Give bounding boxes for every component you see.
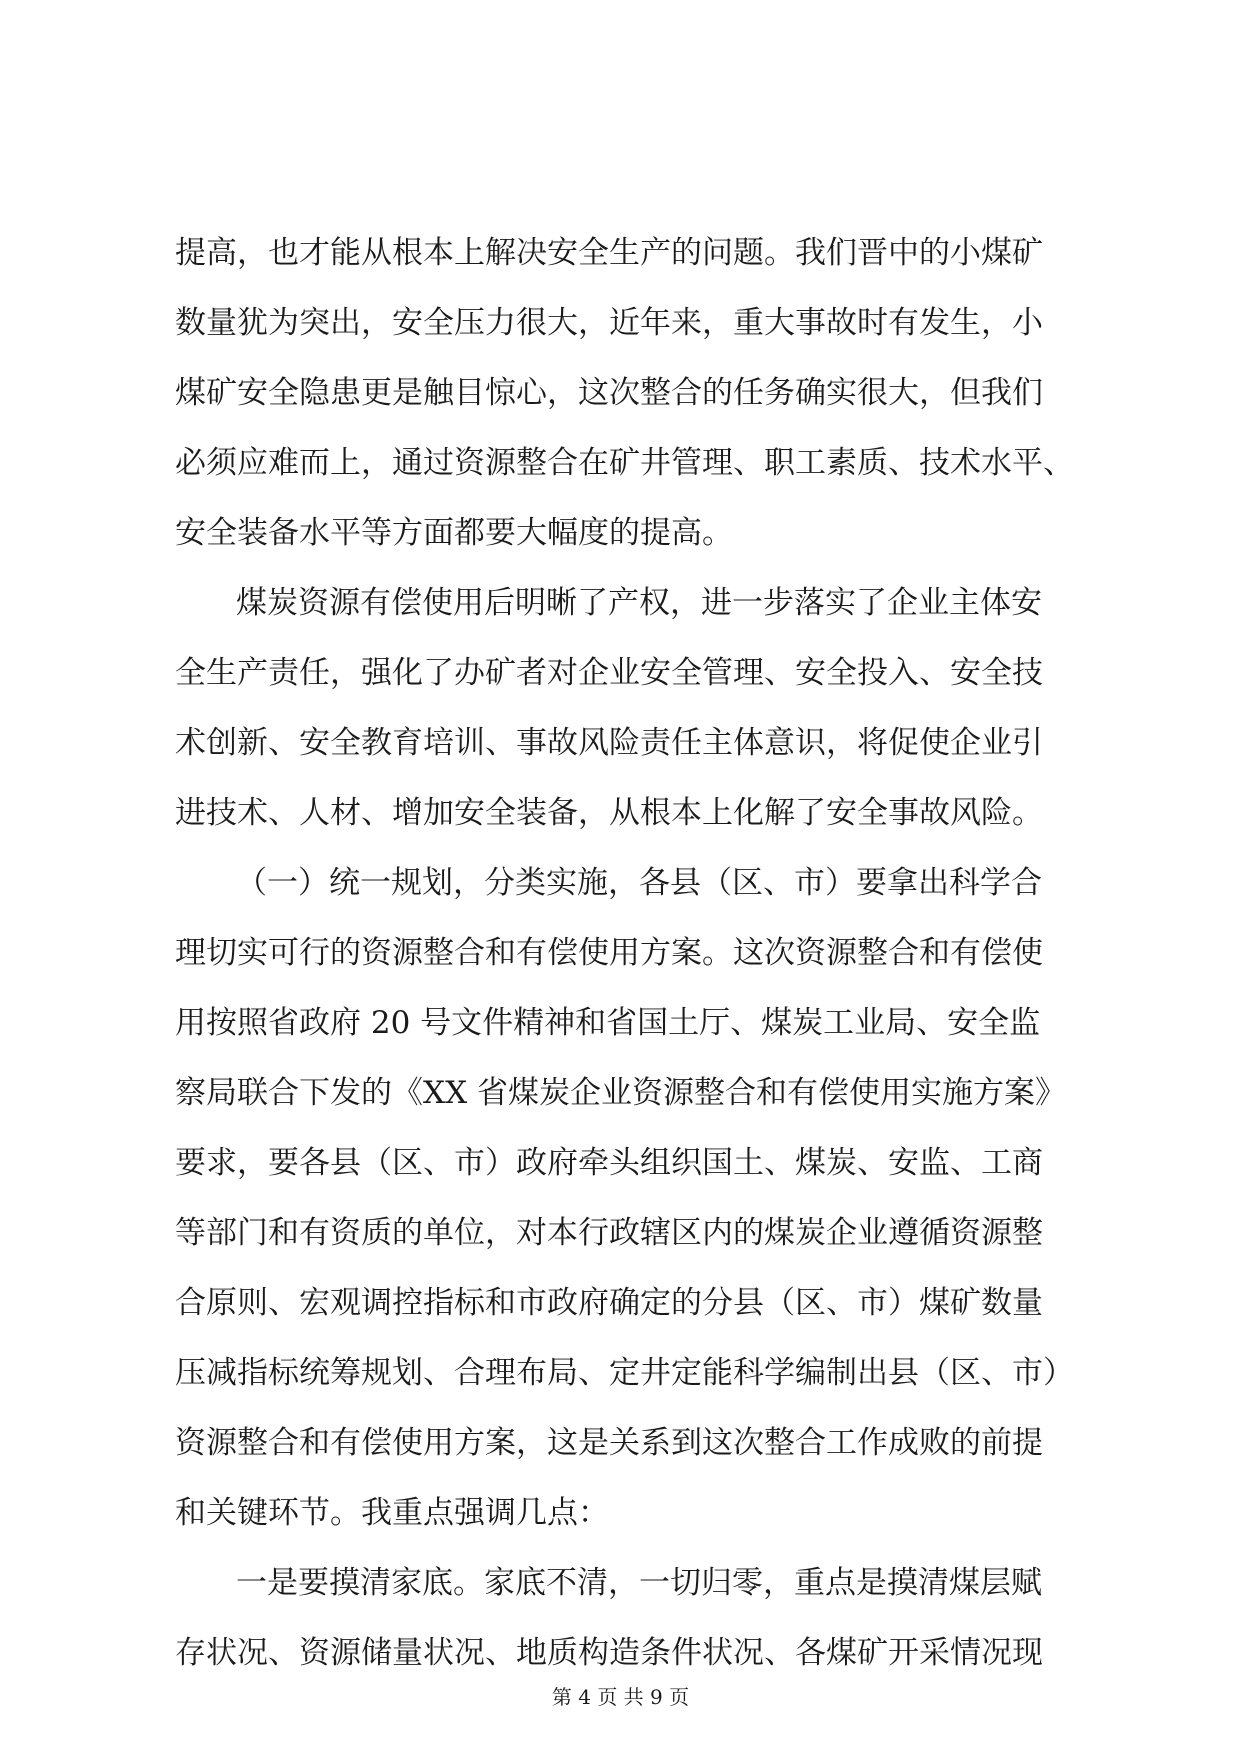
text-line: 进技术、人材、增加安全装备，从根本上化解了安全事故风险。 <box>175 795 1043 831</box>
text-line: 和关键环节。我重点强调几点： <box>175 1495 609 1531</box>
text-line: 用按照省政府 20 号文件精神和省国土厅、煤炭工业局、安全监 <box>175 1005 1041 1041</box>
page-number-footer: 第 4 页 共 9 页 <box>551 1685 690 1709</box>
text-line: 压减指标统筹规划、合理布局、定井定能科学编制出县（区、市） <box>175 1355 1074 1391</box>
text-line: 安全装备水平等方面都要大幅度的提高。 <box>175 515 733 551</box>
text-line: 提高，也才能从根本上解决安全生产的问题。我们晋中的小煤矿 <box>175 235 1043 271</box>
text-line: 等部门和有资质的单位，对本行政辖区内的煤炭企业遵循资源整 <box>175 1215 1043 1251</box>
text-line: 必须应难而上，通过资源整合在矿井管理、职工素质、技术水平、 <box>175 445 1074 481</box>
text-line: 存状况、资源储量状况、地质构造条件状况、各煤矿开采情况现 <box>175 1635 1043 1671</box>
text-line: 察局联合下发的《XX 省煤炭企业资源整合和有偿使用实施方案》 <box>175 1075 1066 1111</box>
text-line: （一）统一规划，分类实施，各县（区、市）要拿出科学合 <box>236 865 1042 901</box>
text-line: 资源整合和有偿使用方案，这是关系到这次整合工作成败的前提 <box>175 1425 1043 1461</box>
text-line: 理切实可行的资源整合和有偿使用方案。这次资源整合和有偿使 <box>175 935 1043 971</box>
text-line: 术创新、安全教育培训、事故风险责任主体意识，将促使企业引 <box>175 725 1043 761</box>
text-line: 全生产责任，强化了办矿者对企业安全管理、安全投入、安全技 <box>175 655 1043 691</box>
text-line: 数量犹为突出，安全压力很大，近年来，重大事故时有发生，小 <box>175 305 1043 341</box>
text-line: 煤炭资源有偿使用后明晰了产权，进一步落实了企业主体安 <box>236 585 1042 621</box>
text-line: 煤矿安全隐患更是触目惊心，这次整合的任务确实很大，但我们 <box>175 375 1043 411</box>
text-line: 一是要摸清家底。家底不清，一切归零，重点是摸清煤层赋 <box>236 1565 1042 1601</box>
text-line: 要求，要各县（区、市）政府牵头组织国土、煤炭、安监、工商 <box>175 1145 1043 1181</box>
text-line: 合原则、宏观调控指标和市政府确定的分县（区、市）煤矿数量 <box>175 1285 1043 1321</box>
